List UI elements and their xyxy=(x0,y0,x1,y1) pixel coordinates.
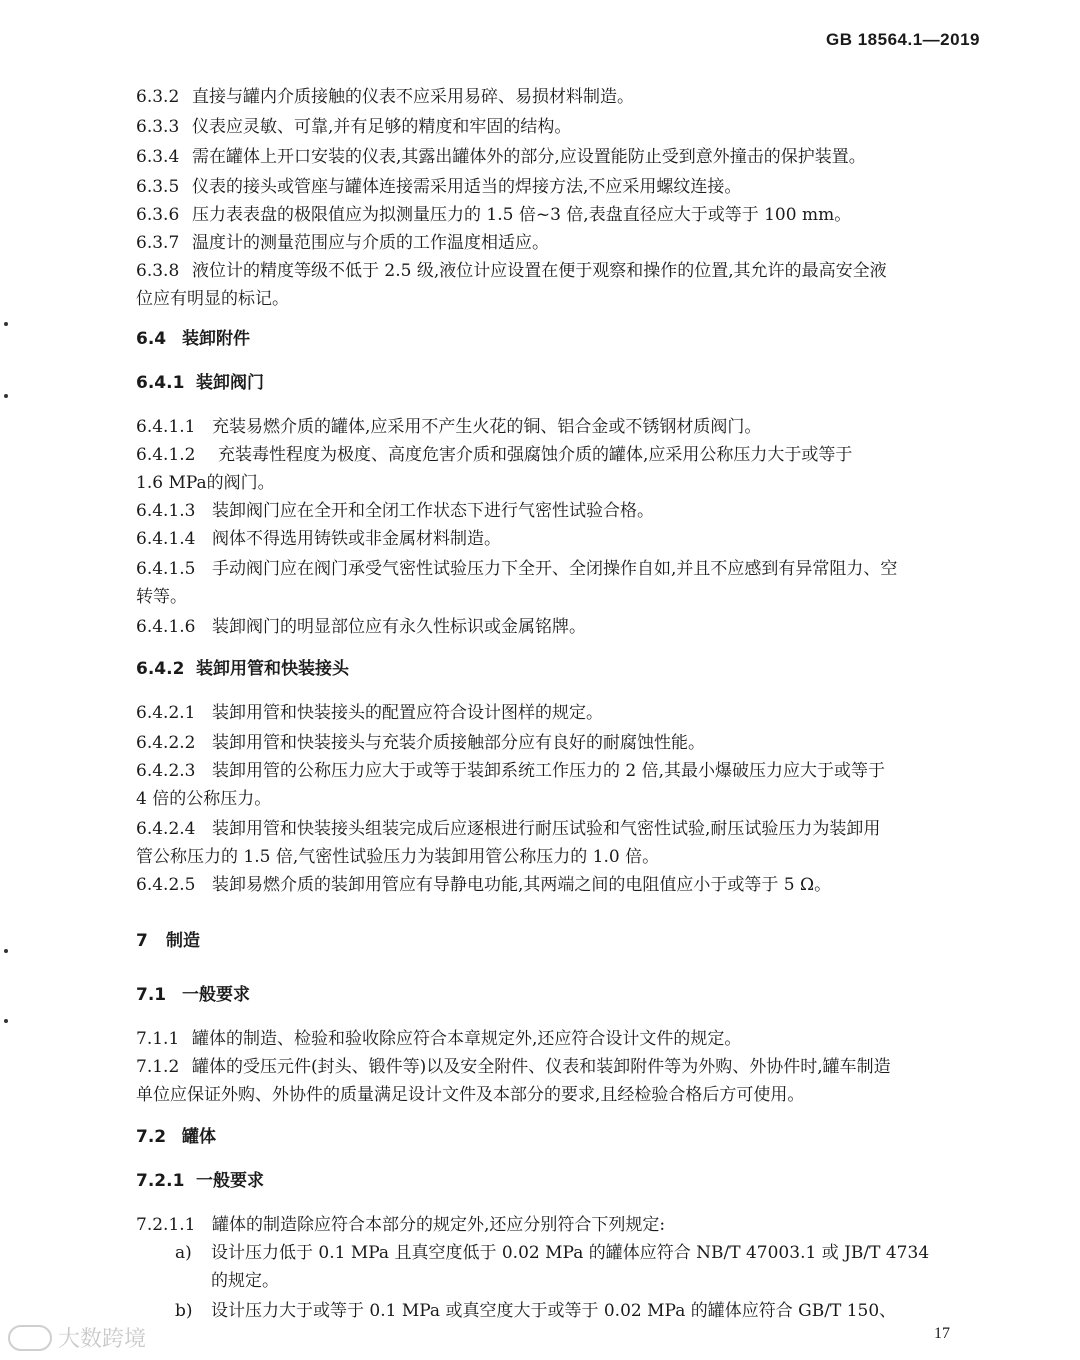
clause-line: 6.4.2.3 装卸用管的公称压力应大于或等于装卸系统工作压力的 2 倍,其最小爆破压力应大于或等于 xyxy=(136,761,886,781)
margin-mark xyxy=(4,949,8,953)
margin-mark xyxy=(4,322,8,326)
clause-line: 6.3.3 仪表应灵敏、可靠,并有足够的精度和牢固的结构。 xyxy=(136,117,572,137)
clause-line: 6.4.1.1 充装易燃介质的罐体,应采用不产生火花的铜、铝合金或不锈钢材质阀门。 xyxy=(136,417,762,437)
clause-continuation: 转等。 xyxy=(136,587,187,607)
section-heading: 6.4.1 装卸阀门 xyxy=(136,373,264,393)
margin-mark xyxy=(4,1019,8,1023)
page-number: 17 xyxy=(934,1325,950,1342)
clause-line: 6.4.1.5 手动阀门应在阀门承受气密性试验压力下全开、全闭操作自如,并且不应感到有异常阻力、空 xyxy=(136,559,898,579)
clause-line: 6.3.6 压力表表盘的极限值应为拟测量压力的 1.5 倍~3 倍,表盘直径应大于或等于 100 mm。 xyxy=(136,205,852,225)
clause-line: 6.3.5 仪表的接头或管座与罐体连接需采用适当的焊接方法,不应采用螺纹连接。 xyxy=(136,177,742,197)
watermark-logo-icon xyxy=(8,1325,52,1351)
clause-line: 6.3.2 直接与罐内介质接触的仪表不应采用易碎、易损材料制造。 xyxy=(136,87,634,107)
section-heading: 6.4.2 装卸用管和快装接头 xyxy=(136,659,349,679)
section-heading: 7.2 罐体 xyxy=(136,1127,216,1147)
list-item-continuation: 的规定。 xyxy=(211,1271,279,1291)
document-code: GB 18564.1—2019 xyxy=(826,30,980,49)
clause-line: 6.4.2.1 装卸用管和快装接头的配置应符合设计图样的规定。 xyxy=(136,703,603,723)
list-item: b) 设计压力大于或等于 0.1 MPa 或真空度大于或等于 0.02 MPa 的罐体应符合 GB/T 150、 xyxy=(175,1301,897,1321)
clause-continuation: 位应有明显的标记。 xyxy=(136,289,289,309)
section-heading: 7.1 一般要求 xyxy=(136,985,250,1005)
clause-line: 6.4.1.6 装卸阀门的明显部位应有永久性标识或金属铭牌。 xyxy=(136,617,586,637)
clause-line: 7.1.1 罐体的制造、检验和验收除应符合本章规定外,还应符合设计文件的规定。 xyxy=(136,1029,742,1049)
clause-line: 6.4.2.4 装卸用管和快装接头组装完成后应逐根进行耐压试验和气密性试验,耐压试验压力为装卸用 xyxy=(136,819,881,839)
clause-continuation: 1.6 MPa的阀门。 xyxy=(136,473,275,493)
chapter-heading: 7 制造 xyxy=(136,931,200,951)
section-heading: 6.4 装卸附件 xyxy=(136,329,250,349)
clause-line: 6.3.7 温度计的测量范围应与介质的工作温度相适应。 xyxy=(136,233,549,253)
clause-line: 6.3.8 液位计的精度等级不低于 2.5 级,液位计应设置在便于观察和操作的位置,其允许的最高安全液 xyxy=(136,261,887,281)
clause-line: 7.1.2 罐体的受压元件(封头、锻件等)以及安全附件、仪表和装卸附件等为外购、外协件时,罐车制造 xyxy=(136,1057,891,1077)
clause-line: 6.4.1.2 充装毒性程度为极度、高度危害介质和强腐蚀介质的罐体,应采用公称压力大于或等于 xyxy=(136,445,853,465)
margin-mark xyxy=(4,394,8,398)
section-heading: 7.2.1 一般要求 xyxy=(136,1171,264,1191)
clause-line: 6.4.2.2 装卸用管和快装接头与充装介质接触部分应有良好的耐腐蚀性能。 xyxy=(136,733,705,753)
list-item: a) 设计压力低于 0.1 MPa 且真空度低于 0.02 MPa 的罐体应符合 NB/T 47003.1 或 JB/T 4734 xyxy=(175,1243,930,1263)
clause-line: 6.4.1.4 阀体不得选用铸铁或非金属材料制造。 xyxy=(136,529,501,549)
clause-continuation: 管公称压力的 1.5 倍,气密性试验压力为装卸用管公称压力的 1.0 倍。 xyxy=(136,847,660,867)
clause-line: 7.2.1.1 罐体的制造除应符合本部分的规定外,还应分别符合下列规定: xyxy=(136,1215,666,1235)
clause-continuation: 4 倍的公称压力。 xyxy=(136,789,272,809)
clause-line: 6.4.1.3 装卸阀门应在全开和全闭工作状态下进行气密性试验合格。 xyxy=(136,501,654,521)
clause-continuation: 单位应保证外购、外协件的质量满足设计文件及本部分的要求,且经检验合格后方可使用。 xyxy=(136,1085,805,1105)
clause-line: 6.4.2.5 装卸易燃介质的装卸用管应有导静电功能,其两端之间的电阻值应小于或等于 5 Ω。 xyxy=(136,875,832,895)
clause-line: 6.3.4 需在罐体上开口安装的仪表,其露出罐体外的部分,应设置能防止受到意外撞击的保护装置。 xyxy=(136,147,866,167)
watermark: 大数跨境 xyxy=(8,1322,146,1353)
